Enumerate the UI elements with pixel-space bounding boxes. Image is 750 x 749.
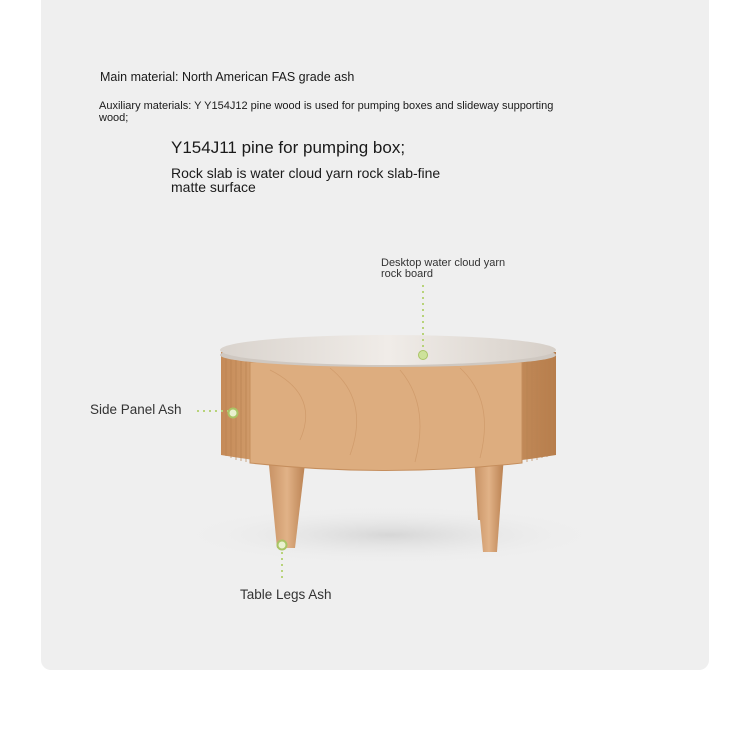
stone-top <box>220 335 556 365</box>
pine-box-text: Y154J11 pine for pumping box; <box>171 138 406 157</box>
auxiliary-materials-text: Auxiliary materials: Y Y154J12 pine wood is used for pumping boxes and slideway supporting wood; <box>99 100 554 124</box>
floor-shadow <box>175 505 605 565</box>
callout-table-legs-label: Table Legs Ash <box>240 587 332 602</box>
callout-desktop-label: Desktop water cloud yarn rock board <box>381 257 506 280</box>
rock-slab-text: Rock slab is water cloud yarn rock slab-fine matte surface <box>171 165 441 195</box>
callout-side-panel-label: Side Panel Ash <box>90 402 182 417</box>
callout-dot-legs <box>278 541 287 550</box>
callout-dot-side <box>229 409 238 418</box>
callout-dot-desktop <box>419 351 428 360</box>
main-material-text: Main material: North American FAS grade ash <box>100 70 355 84</box>
